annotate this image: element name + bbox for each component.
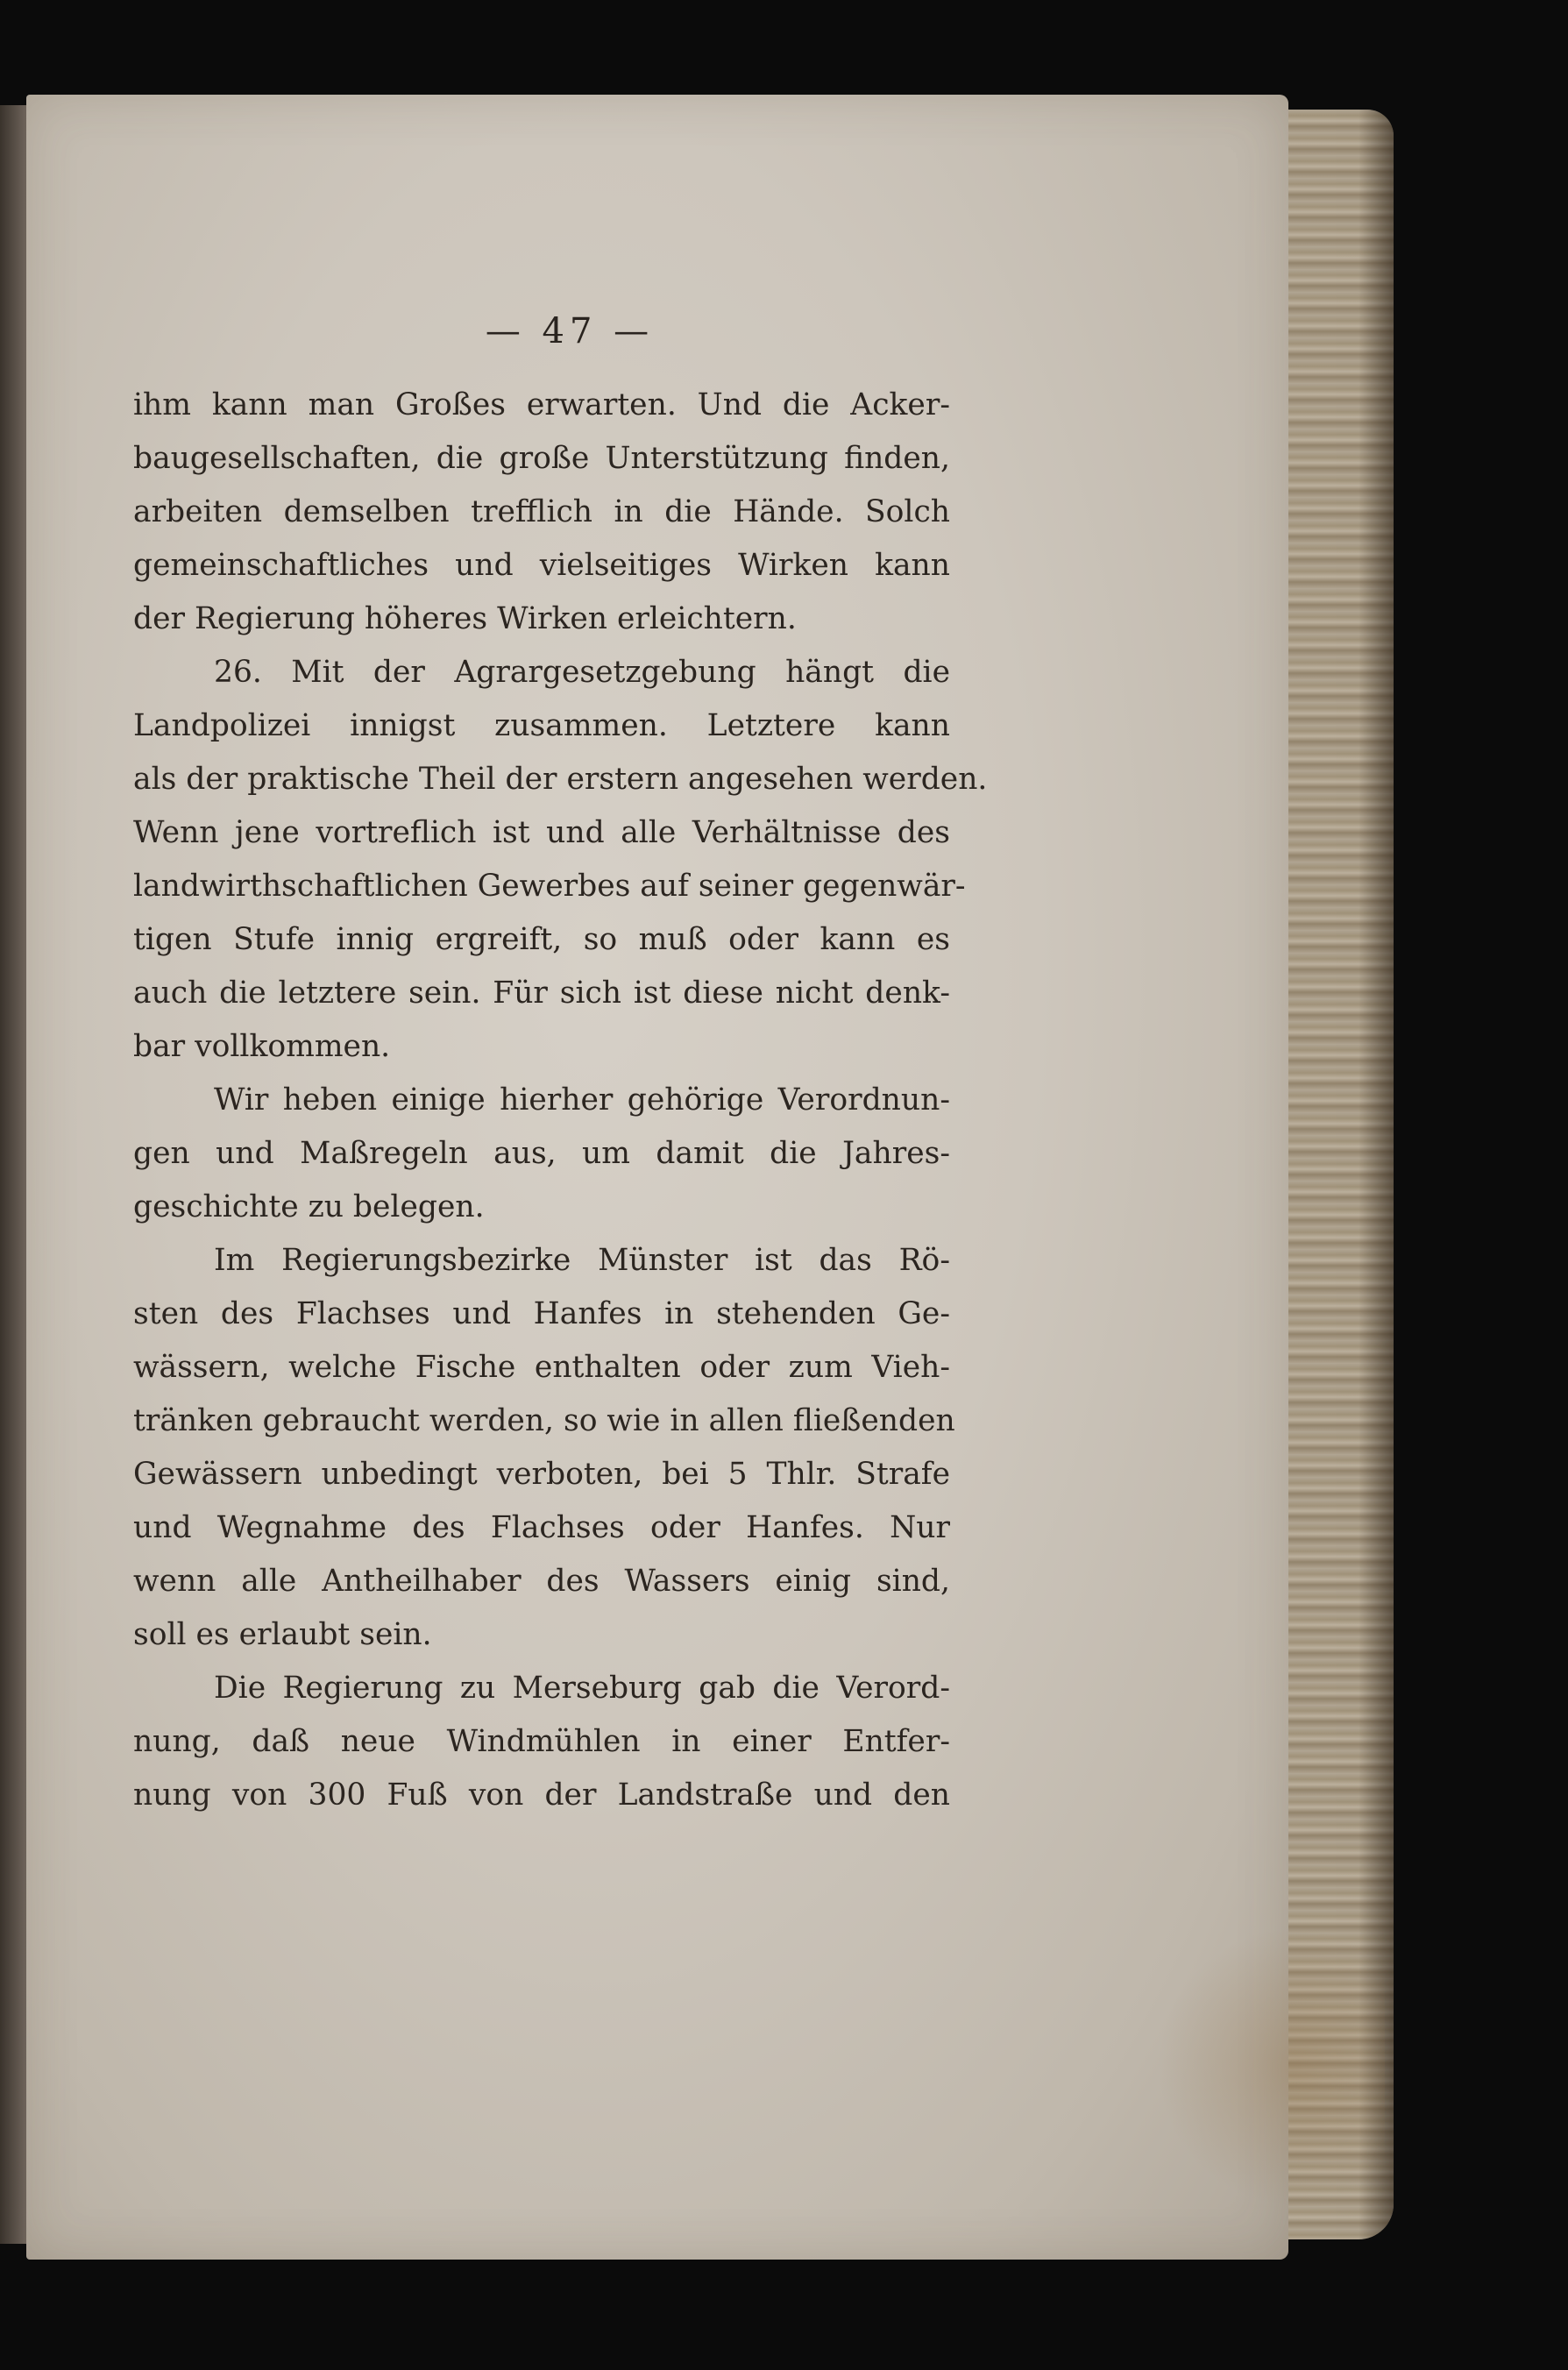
text-line: geschichte zu belegen. (133, 1189, 485, 1224)
text-line: als der praktische Theil der erstern angesehen werden. (133, 762, 988, 797)
text-line: Gewässern unbedingt verboten, bei 5 Thlr. Strafe (133, 1457, 950, 1492)
text-line: Landpolizei innigst zusammen. Letztere kann (133, 708, 950, 743)
text-line: soll es erlaubt sein. (133, 1617, 432, 1652)
text-line: wenn alle Antheilhaber des Wassers einig sind, (133, 1564, 950, 1599)
text-line: bar vollkommen. (133, 1029, 391, 1064)
page-stain (1157, 1927, 1385, 2207)
body-text (133, 379, 988, 1822)
text-line: der Regierung höheres Wirken erleichtern. (133, 601, 797, 636)
text-line: sten des Flachses und Hanfes in stehenden Ge- (133, 1296, 950, 1331)
text-line: tigen Stufe innig ergreift, so muß oder kann es (133, 922, 950, 957)
text-line: gen und Maßregeln aus, um damit die Jahres- (133, 1136, 950, 1171)
text-line: ihm kann man Großes erwarten. Und die Acker- (133, 387, 950, 422)
text-line: nung von 300 Fuß von der Landstraße und den (133, 1778, 950, 1813)
text-line: wässern, welche Fische enthalten oder zum Vieh- (133, 1350, 950, 1385)
text-line: baugesellschaften, die große Unterstützung finden, (133, 441, 950, 476)
text-line: auch die letztere sein. Für sich ist diese nicht denk- (133, 976, 950, 1011)
text-line: tränken gebraucht werden, so wie in allen fließenden (133, 1403, 955, 1438)
text-line: und Wegnahme des Flachses oder Hanfes. Nur (133, 1510, 950, 1545)
text-line: arbeiten demselben trefflich in die Hände. Solch (133, 494, 950, 529)
text-line: Wir heben einige hierher gehörige Verordnun- (214, 1082, 950, 1118)
text-line: Wenn jene vortreflich ist und alle Verhältnisse des (133, 815, 950, 850)
text-line: gemeinschaftliches und vielseitiges Wirken kann (133, 548, 950, 583)
text-line: 26. Mit der Agrargesetzgebung hängt die (214, 655, 950, 690)
page-number: — 47 — (485, 311, 655, 351)
text-line: landwirthschaftlichen Gewerbes auf seiner gegenwär- (133, 869, 966, 904)
text-line: Die Regierung zu Merseburg gab die Verord- (214, 1671, 950, 1706)
text-line: Im Regierungsbezirke Münster ist das Rö- (214, 1243, 950, 1278)
text-line: nung, daß neue Windmühlen in einer Entfer- (133, 1724, 950, 1759)
